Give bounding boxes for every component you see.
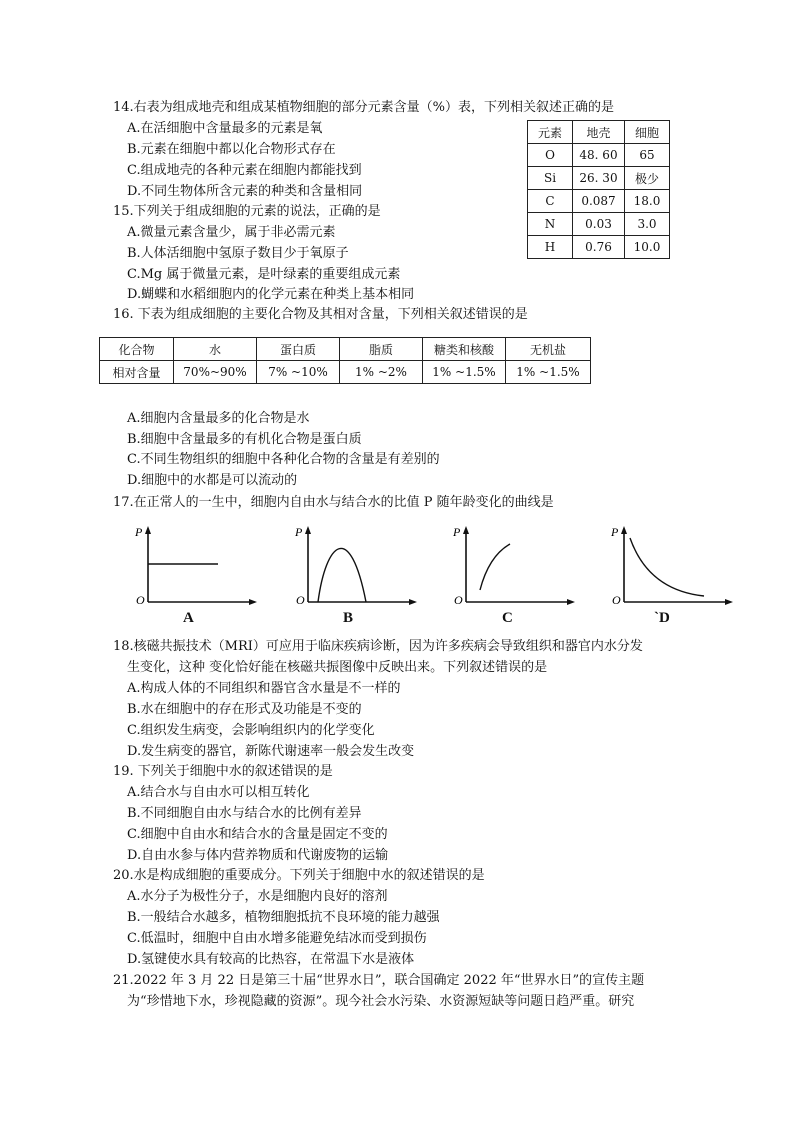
q16-option-a: A.细胞内含量最多的化合物是水 xyxy=(127,411,310,426)
table-cell: 相对含量 xyxy=(100,361,174,384)
table-cell: 26. 30 xyxy=(573,167,625,190)
table-cell: 10.0 xyxy=(625,236,670,259)
q14-element-table xyxy=(527,120,670,259)
q19-option-c: C.细胞中自由水和结合水的含量是固定不变的 xyxy=(127,827,388,842)
q14-option-d: D.不同生物体所含元素的种类和含量相同 xyxy=(127,184,363,199)
table-cell: Si xyxy=(528,167,573,190)
origin-label: O xyxy=(612,593,621,607)
origin-label: O xyxy=(296,593,305,607)
table-cell: H xyxy=(528,236,573,259)
table-cell: 1% ~2% xyxy=(340,361,423,384)
y-arrow-icon xyxy=(621,526,627,534)
q17-label-d: `D xyxy=(654,610,670,626)
table-cell: O xyxy=(528,144,573,167)
table-header: 脂质 xyxy=(340,338,423,361)
y-arrow-icon xyxy=(145,526,151,534)
q19-option-d: D.自由水参与体内营养物质和代谢废物的运输 xyxy=(127,848,389,863)
table-cell: 3.0 xyxy=(625,213,670,236)
y-arrow-icon xyxy=(463,526,469,534)
q18-option-c: C.组织发生病变，会影响组织内的化学变化 xyxy=(127,723,375,738)
table-cell: N xyxy=(528,213,573,236)
table-cell: 7% ~10% xyxy=(257,361,340,384)
q17-graph-b xyxy=(288,522,418,617)
curve-decay xyxy=(630,538,704,596)
q15-option-c: C.Mg 属于微量元素，是叶绿素的重要组成元素 xyxy=(127,267,401,282)
q14-option-b: B.元素在细胞中都以化合物形式存在 xyxy=(127,142,336,157)
q16-option-d: D.细胞中的水都是可以流动的 xyxy=(127,473,298,488)
axis-label-p: P xyxy=(611,525,619,539)
curve-rising xyxy=(480,544,510,590)
q17-stem: 17.在正常人的一生中，细胞内自由水与结合水的比值 P 随年龄变化的曲线是 xyxy=(113,495,554,510)
q19-option-a: A.结合水与自由水可以相互转化 xyxy=(127,785,310,800)
table-header: 元素 xyxy=(528,121,573,144)
q17-label-c: C xyxy=(502,610,513,626)
table-cell: 48. 60 xyxy=(573,144,625,167)
table-header: 水 xyxy=(174,338,257,361)
table-cell: 0.76 xyxy=(573,236,625,259)
q21-stem-continued: 为“珍惜地下水，珍视隐藏的资源”。现今社会水污染、水资源短缺等问题日趋严重。研究 xyxy=(127,994,635,1009)
table-header: 糖类和核酸 xyxy=(423,338,506,361)
table-cell: 极少 xyxy=(625,167,670,190)
q16-stem: 16. 下表为组成细胞的主要化合物及其相对含量，下列相关叙述错误的是 xyxy=(113,307,528,322)
q17-label-b: B xyxy=(343,610,354,626)
q18-option-d: D.发生病变的器官，新陈代谢速率一般会发生改变 xyxy=(127,744,415,759)
q18-option-b: B.水在细胞中的存在形式及功能是不变的 xyxy=(127,702,362,717)
q20-stem: 20.水是构成细胞的重要成分。下列关于细胞中水的叙述错误的是 xyxy=(113,868,485,883)
q17-graph-a xyxy=(128,522,258,617)
table-row xyxy=(528,144,670,167)
axis-label-p: P xyxy=(453,525,461,539)
table-cell: 65 xyxy=(625,144,670,167)
q18-stem: 18.核磁共振技术（MRI）可应用于临床疾病诊断，因为许多疾病会导致组织和器官内水分发 xyxy=(113,639,643,654)
table-cell: 1% ~1.5% xyxy=(423,361,506,384)
q19-option-b: B.不同细胞自由水与结合水的比例有差异 xyxy=(127,806,362,821)
q20-option-b: B.一般结合水越多，植物细胞抵抗不良环境的能力越强 xyxy=(127,910,440,925)
table-cell: 1% ~1.5% xyxy=(506,361,591,384)
y-arrow-icon xyxy=(305,526,311,534)
origin-label: O xyxy=(454,593,463,607)
q15-option-d: D.蝴蝶和水稻细胞内的化学元素在种类上基本相同 xyxy=(127,287,415,302)
x-arrow-icon xyxy=(725,599,733,605)
table-header: 无机盐 xyxy=(506,338,591,361)
table-cell: 0.087 xyxy=(573,190,625,213)
q14-stem: 14.右表为组成地壳和组成某植物细胞的部分元素含量（%）表，下列相关叙述正确的是 xyxy=(113,100,615,115)
q17-label-a: A xyxy=(183,610,194,626)
table-row xyxy=(100,361,591,384)
origin-label: O xyxy=(136,593,145,607)
q16-compound-table xyxy=(99,337,591,384)
q18-option-a: A.构成人体的不同组织和器官含水量是不一样的 xyxy=(127,681,401,696)
axis-label-p: P xyxy=(295,525,303,539)
q17-graph-c xyxy=(446,522,576,617)
q14-option-c: C.组成地壳的各种元素在细胞内都能找到 xyxy=(127,163,362,178)
q15-stem: 15.下列关于组成细胞的元素的说法，正确的是 xyxy=(113,204,381,219)
q20-option-a: A.水分子为极性分子，水是细胞内良好的溶剂 xyxy=(127,889,388,904)
q16-option-b: B.细胞中含量最多的有机化合物是蛋白质 xyxy=(127,432,362,447)
table-cell: C xyxy=(528,190,573,213)
q14-option-a: A.在活细胞中含量最多的元素是氧 xyxy=(127,121,323,136)
q15-option-a: A.微量元素含量少，属于非必需元素 xyxy=(127,225,336,240)
table-cell: 0.03 xyxy=(573,213,625,236)
q19-stem: 19. 下列关于细胞中水的叙述错误的是 xyxy=(113,764,333,779)
table-header: 化合物 xyxy=(100,338,174,361)
table-row xyxy=(528,236,670,259)
x-arrow-icon xyxy=(409,599,417,605)
curve-parabola xyxy=(318,548,366,602)
x-arrow-icon xyxy=(249,599,257,605)
q21-stem: 21.2022 年 3 月 22 日是第三十届“世界水日”，联合国确定 2022 年“世界水日”的宣传主题 xyxy=(113,973,645,988)
q15-option-b: B.人体活细胞中氢原子数目少于氧原子 xyxy=(127,246,349,261)
table-header: 地壳 xyxy=(573,121,625,144)
table-row xyxy=(528,167,670,190)
table-cell: 18.0 xyxy=(625,190,670,213)
q20-option-d: D.氢键使水具有较高的比热容，在常温下水是液体 xyxy=(127,952,415,967)
table-row xyxy=(528,190,670,213)
q17-graph-d xyxy=(604,522,734,617)
table-cell: 70%~90% xyxy=(174,361,257,384)
q20-option-c: C.低温时，细胞中自由水增多能避免结冰而受到损伤 xyxy=(127,931,427,946)
table-row xyxy=(528,213,670,236)
table-header: 细胞 xyxy=(625,121,670,144)
x-arrow-icon xyxy=(567,599,575,605)
table-header: 蛋白质 xyxy=(257,338,340,361)
q16-option-c: C.不同生物组织的细胞中各种化合物的含量是有差别的 xyxy=(127,452,440,467)
axis-label-p: P xyxy=(135,525,143,539)
q18-stem-continued: 生变化，这种 变化恰好能在核磁共振图像中反映出来。下列叙述错误的是 xyxy=(127,660,548,675)
